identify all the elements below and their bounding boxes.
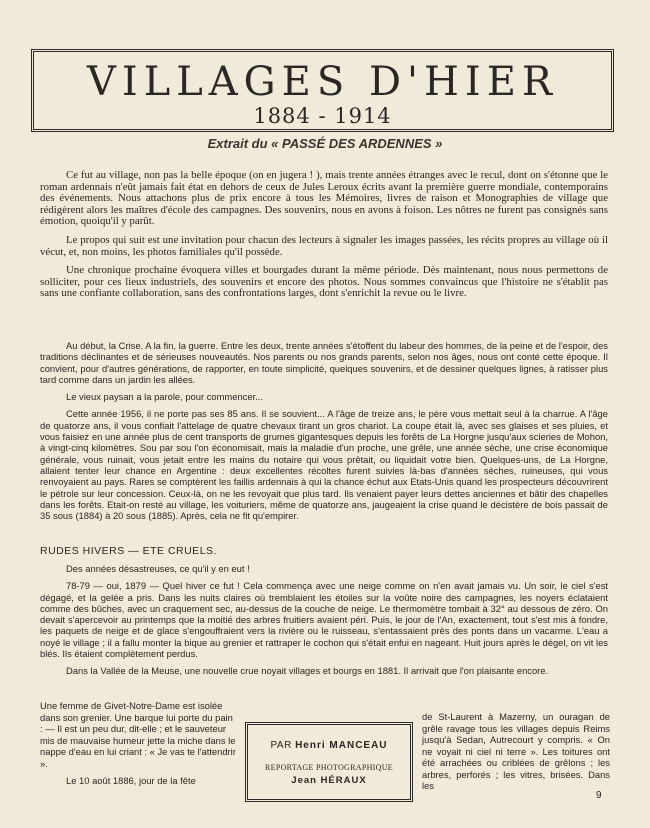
credit-box xyxy=(245,722,413,802)
section-paragraph: Dans la Vallée de la Meuse, une nouvelle crue noyait villages et bourgs en 1881. Il arrivait que l'on plaisante encore. xyxy=(66,665,549,677)
winter-section xyxy=(40,563,608,683)
intro-paragraph: Une chronique prochaine évoquera villes et bourgades durant la même période. Dès maintenant, nous nous permettons de solliciter, pour ces lieux industriels, des souvenirs et encore des photos. Nous sommes convaincus que l'histoire ne s'établit pas sans une confiante collaboration, sans des confrontations larges, dont s'enrichit la revue ou le livre. xyxy=(40,264,608,300)
section-heading: RUDES HIVERS — ETE CRUELS. xyxy=(40,545,217,557)
body-paragraph: Le vieux paysan a la parole, pour commencer... xyxy=(66,391,263,403)
page-title: VILLAGES D'HIER xyxy=(86,59,559,105)
left-column xyxy=(40,700,238,793)
author-line xyxy=(248,740,410,751)
page-number: 9 xyxy=(596,790,602,801)
section-paragraph: Des années désastreuses, ce qu'il y en eut ! xyxy=(66,563,250,574)
author-name: Henri MANCEAU xyxy=(295,740,388,751)
section-paragraph: 78-79 — oui, 1879 — Quel hiver ce fut ! Cela commença avec une neige comme on n'en avait jamais vu. Un soir, le ciel s'est dégagé, et la gelée a pris. Dans les nuits claires où tremblaient les étoiles sur la voûte noire des campagnes, les noyers éclataient comme des bûches, avec un craquement sec, au-dessus de la couche de neige. Le thermomètre tombait à 32° au dessous de zéro. On devait s'apercevoir au printemps que la moitié des arbres fruitiers avaient péri. Puis, le jour de l'An, exactement, tout s'est mis à fondre, les paquets de neige et de glace s'engouffraient vers la rivière ou le ruisseau, s'entassaient près des ponts dans un vacarme. L'eau a noyé le village ; il a fallu monter la bique au grenier et rattraper le cochon qui s'était enfui en nageant. Huit jours après le dégel, on vit les blés. Ils étaient complètement perdus. xyxy=(40,580,608,660)
subtitle: Extrait du « PASSÉ DES ARDENNES » xyxy=(207,136,443,151)
body-section xyxy=(40,340,608,527)
photo-credit-label: REPORTAGE PHOTOGRAPHIQUE xyxy=(265,763,393,772)
body-paragraph: Au début, la Crise. A la fin, la guerre. Entre les deux, trente années s'étoffent du labeur des hommes, de la peine et de l'espoir, des traditions déclinantes et de sérieuses nouveautés. Nos parents ou nos grands parents, selon nos âges, nous ont conté cette époque. Il convient, pour d'autres générations, de rapporter, en toute simplicité, quelques souvenirs, et de dessiner quelques lignes, à ratisser plus tard comme dans un jardin les allées. xyxy=(40,340,608,385)
left-column-paragraph: Une femme de Givet-Notre-Dame est isolée dans son grenier. Une barque lui porte du pain : — Il est un peu dur, dit-elle ; et le sauveteur mis de mauvaise humeur jette la miche dans le nappe d'eau en lui criant : « Je vas te l'attendrir ». xyxy=(40,700,236,769)
left-column-paragraph: Le 10 août 1886, jour de la fête xyxy=(66,775,196,786)
photographer-name: Jean HÉRAUX xyxy=(291,775,367,786)
title-box xyxy=(31,49,614,132)
intro-paragraph: Ce fut au village, non pas la belle époque (on en jugera ! ), mais trente années étranges avec le recul, dont on s'étonne que le roman ardennais n'eût jamais fait état en dehors de ceux de Jules Leroux écrits avant la première guerre mondiale, contemporains des événements. Nous attachons plus de prix encore à tous les Mémoires, livres de raison et Monographies de village que rédigèrent alors les maîtres d'école des campagnes. Des souvenirs, nous en avons à foison. Les nôtres ne furent pas consignés sans émotion, quoiqu'il y parût. xyxy=(40,169,608,228)
right-column-paragraph: de St-Laurent à Mazerny, un ouragan de grêle ravage tous les villages depuis Reims jusqu'à Sedan, Autrecourt y compris. « On ne voyait ni ciel ni terre ». Les toitures ont été arrachées ou criblées de grêlons ; les arbres, perforés ; les vitres, brisées. Dans les xyxy=(422,711,610,791)
intro-paragraph: Le propos qui suit est une invitation pour chacun des lecteurs à signaler les images passées, les récits propres au village où il vécut, et, non moins, les photos familiales qu'il possède. xyxy=(40,233,608,258)
date-range: 1884 - 1914 xyxy=(253,104,392,128)
right-column xyxy=(422,711,610,792)
body-paragraph: Cette année 1956, il ne porte pas ses 85 ans. Il se souvient... A l'âge de treize ans, le père vous mettait seul à la charrue. A l'âge de quatorze ans, il vous confiait l'attelage de quatre chevaux tirant un gros chariot. La coupe était là, avec ses glaises et ses pluies, et vous faisiez en une année plus de cent transports de grumes gigantesques depuis les forêts de La Horgne jusqu'aux scieries de Mohon, à vingt-cinq kilomètres. Sou par sou l'on économisait, mais la maladie d'un proche, une grêle, une année sèche, une crise économique générale, vous ruinait, vous jetait entre les mains du notaire qui vous prêtait, ou liquidait votre bien. Quelques-uns, de La Horgne, allaient tenter leur chance en Argentine : deux excellentes récoltes furent suivies là-bas d'années sèches, ruineuses, qui vous renvoyaient au pays. Rares se comptèrent les faillis ardennais à qui la chance échut aux Etats-Unis quand les prospecteurs découvrirent le pétrole sur leur concession. Ceux-là, on ne les revoyait que plus tard. Ils venaient payer leurs dettes anciennes et bâtir des chapelles dans les forêts. Etait-on resté au village, les voituriers, même de quatorze ans, jaugeaient la crise quand le décistère de bois passait de 35 sous (1884) à 20 sous (1885). Après, cela ne fit qu'empirer. xyxy=(40,408,608,522)
intro-section xyxy=(40,170,608,307)
par-label: PAR xyxy=(270,740,292,751)
